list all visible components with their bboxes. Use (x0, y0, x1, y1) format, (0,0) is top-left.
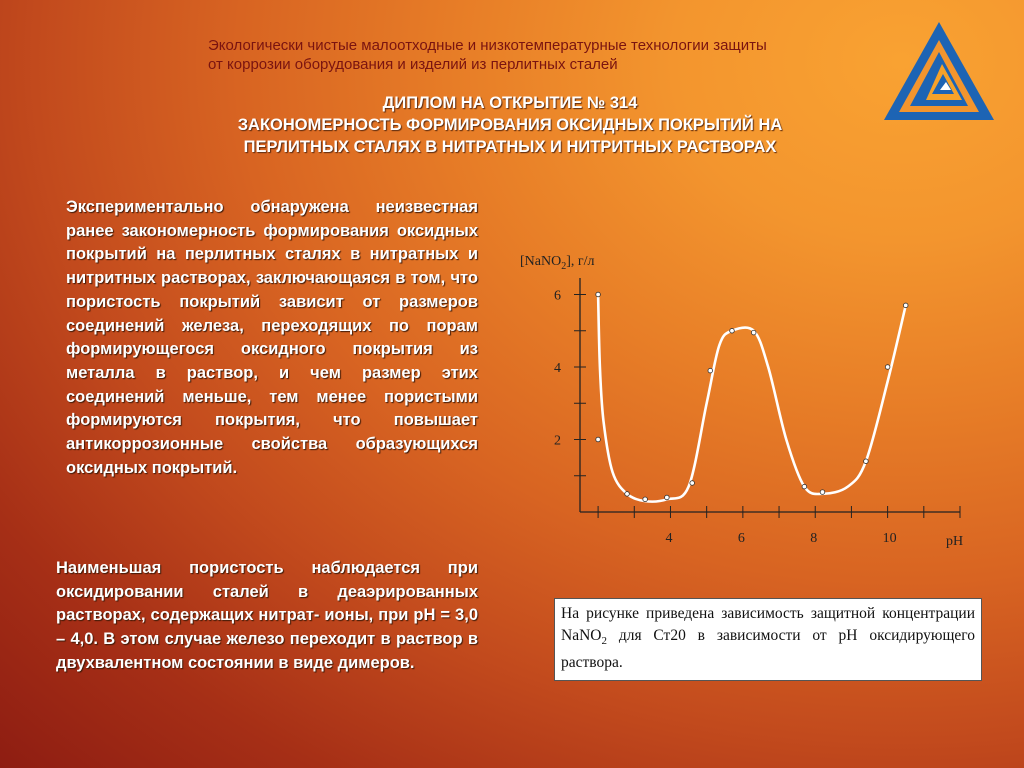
y-tick-label: 2 (554, 433, 561, 449)
nano2-ph-chart (500, 240, 1000, 560)
body-paragraph-2: Наименьшая пористость наблюдается при оксидировании сталей в деаэрированных растворах, содержащих нитрат- ионы, при рН = 3,0 – 4,0. В этом случае железо переходит в раствор в двухвалентном состоянии в виде димеров. (56, 559, 478, 672)
data-point (596, 292, 601, 297)
y-tick-label: 4 (554, 361, 561, 376)
chart-series-line (598, 295, 906, 502)
data-point (708, 368, 713, 373)
data-point (643, 497, 648, 502)
chart-y-axis-label: [NaNO$_2$], г/л (520, 254, 595, 272)
x-tick-label: 10 (882, 531, 897, 546)
header-line-2: от коррозии оборудования и изделий из перлитных сталей (208, 56, 618, 73)
data-point (864, 459, 869, 464)
page-title (150, 92, 870, 158)
data-point (885, 365, 890, 370)
x-tick-label: 6 (737, 531, 745, 546)
data-point (903, 303, 908, 308)
caption-text-2: для Ст20 в зависимости от рН оксидирующего раствора. (561, 627, 975, 672)
caption-text-1: На рисунке приведена зависимость защитной концентрации NaNO (561, 605, 975, 644)
chart-ticks (554, 289, 960, 547)
data-point (802, 484, 807, 489)
data-point (730, 328, 735, 333)
title-line-3: ПЕРЛИТНЫХ СТАЛЯХ В НИТРАТНЫХ И НИТРИТНЫХ РАСТВОРАХ (243, 138, 777, 156)
figure-caption (554, 598, 982, 681)
data-point (820, 490, 825, 495)
data-point (625, 492, 630, 497)
header-line-1: Экологически чистые малоотходные и низкотемпературные технологии защиты (208, 37, 767, 54)
data-point (596, 437, 601, 442)
title-line-1: ДИПЛОМ НА ОТКРЫТИЕ № 314 (382, 94, 638, 112)
x-tick-label: 4 (665, 531, 673, 546)
header-subtitle (208, 36, 868, 74)
data-point (665, 495, 670, 500)
triangle-logo-icon (880, 18, 998, 124)
data-point (690, 481, 695, 486)
x-tick-label: 8 (810, 531, 818, 546)
caption-subscript: 2 (601, 635, 607, 648)
title-line-2: ЗАКОНОМЕРНОСТЬ ФОРМИРОВАНИЯ ОКСИДНЫХ ПОКРЫТИЙ НА (237, 116, 783, 134)
y-tick-label: 6 (554, 288, 561, 304)
data-point (751, 330, 756, 335)
chart-x-axis-label: pH (946, 534, 964, 549)
body-paragraph-1: Экспериментально обнаружена неизвестная ранее закономерность формирования оксидных покрытий на перлитных сталях в нитратных и нитритных растворах, заключающаяся в том, что пористость покрытий зависит от размеров соединений железа, переходящих по порам формирующегося оксидного покрытия из металла в раствор, и чем размер этих соединений меньше, тем менее пористыми формируются покрытия, что повышает антикоррозионные свойства образующихся оксидных покрытий. (66, 198, 478, 477)
